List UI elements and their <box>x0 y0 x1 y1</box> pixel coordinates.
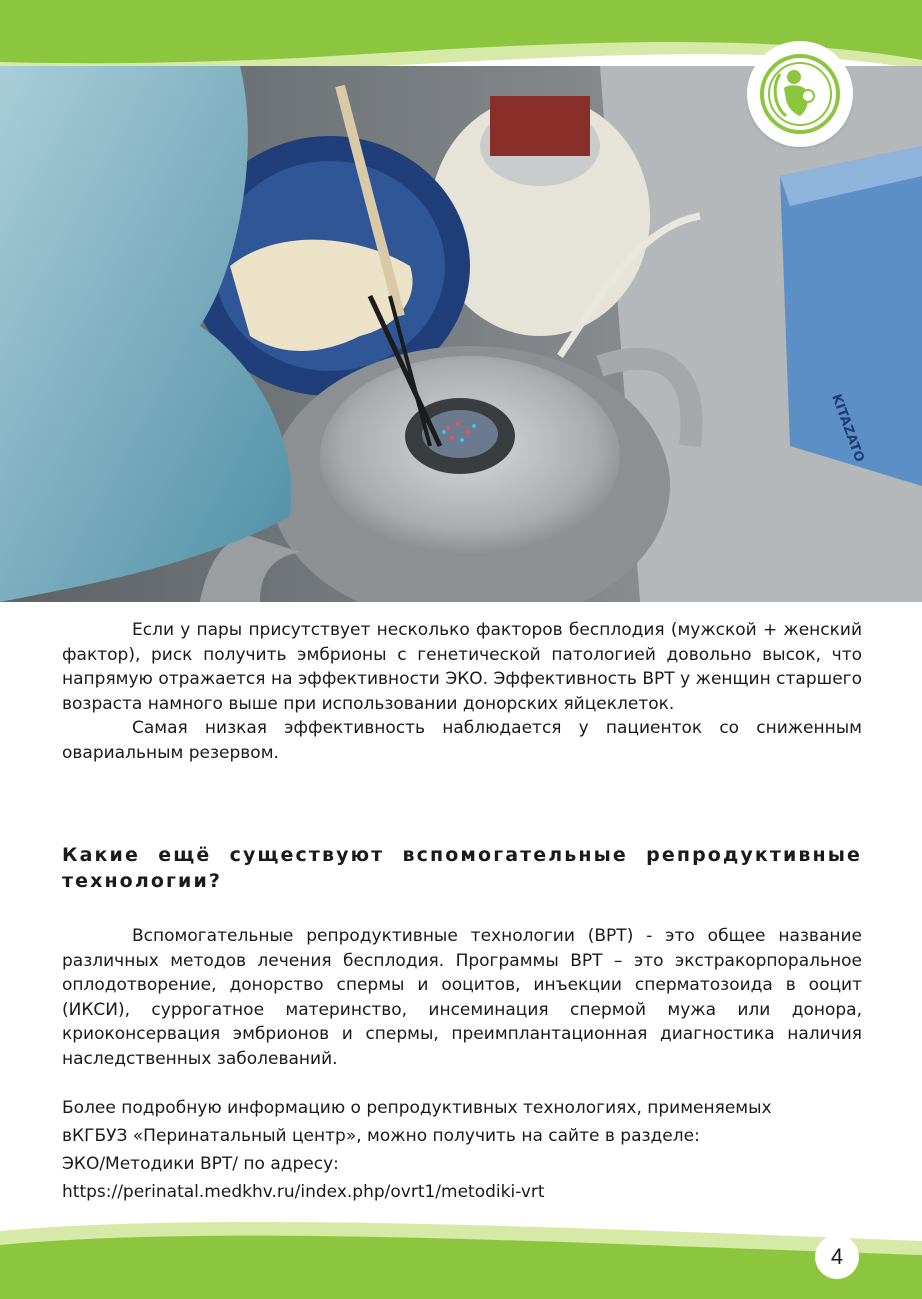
perinatal-logo <box>750 44 850 144</box>
footer-wave <box>0 1205 922 1299</box>
baby-icon <box>802 90 814 102</box>
paragraph-art-methods: Вспомогательные репродуктивные технологии (ВРТ) - это общее название различных методов лечения бесплодия. Программы ВРТ – это экстракорпоральное оплодотворение, донорство спермы и ооцитов, инъекции сперматозоида в ооцит (ИКСИ), суррогатное материнство, инсеминация спермой мужа или донора, криоконсервация эмбрионов и спермы, преимплантационная диагностика наличия наследственных заболеваний. <box>62 926 862 1069</box>
website-url[interactable]: https://perinatal.medkhv.ru/index.php/ovrt1/metodiki-vrt <box>62 1182 545 1202</box>
section-heading: Какие ещё существуют вспомогательные репродуктивные технологии? <box>62 844 862 892</box>
more-info-block <box>62 1094 862 1206</box>
more-info-line-3: ЭКО/Методики ВРТ/ по адресу: <box>62 1154 339 1174</box>
paragraph-art-definition <box>62 924 862 1071</box>
mother-head-icon <box>787 70 801 84</box>
equipment-label: KITAZATO <box>828 392 867 465</box>
cryostorage-photo <box>0 66 922 602</box>
paragraph-factors: Если у пары присутствует несколько факторов бесплодия (мужской + женский фактор), риск получить эмбрионы с генетической патологией довольно высок, что напрямую отражается на эффективности ЭКО. Эффективность ВРТ у женщин старшего возраста намного выше при использовании донорских яйцеклеток. <box>62 620 862 714</box>
paragraph-efficiency <box>62 618 862 765</box>
page-number: 4 <box>815 1235 859 1279</box>
paragraph-lowest-efficiency: Самая низкая эффективность наблюдается у пациенток со сниженным овариальным резервом. <box>62 718 862 763</box>
more-info-line-1: Более подробную информацию о репродуктивных технологиях, применяемых <box>62 1098 772 1118</box>
more-info-line-2: вКГБУЗ «Перинатальный центр», можно получить на сайте в разделе: <box>62 1126 700 1146</box>
